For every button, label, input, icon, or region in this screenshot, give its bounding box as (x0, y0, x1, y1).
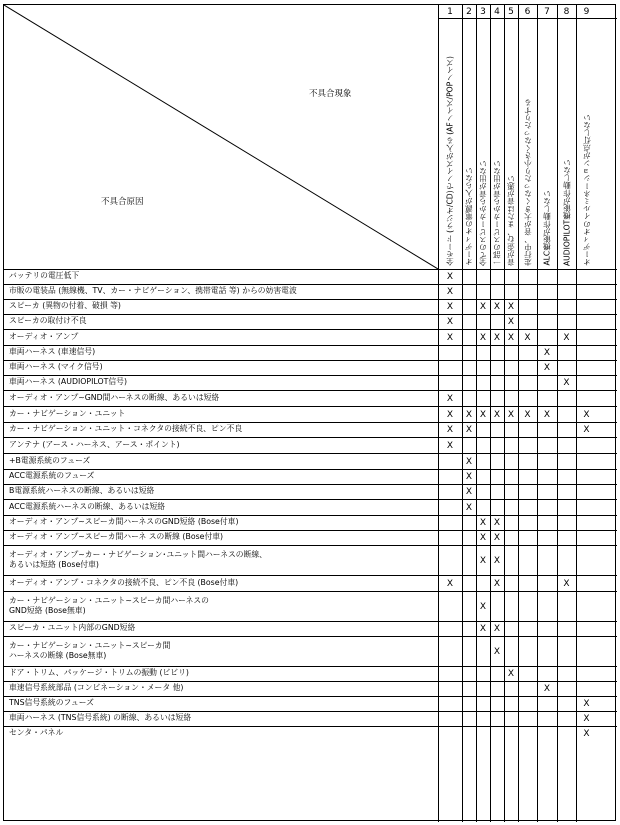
cause-line: +B電源系統のフューズ (9, 455, 91, 465)
cause-line: B電源系統ハーネスの断線、あるいは短絡 (9, 486, 155, 496)
column-header-text (582, 114, 591, 266)
cause-text (9, 393, 219, 404)
cause-line: アンテナ (アース・ハーネス、アース・ポイント) (9, 439, 180, 449)
cause-cell (9, 636, 435, 666)
column-header-line: 一部のスピーカから音が出ない (492, 159, 502, 266)
column-header-text (493, 160, 502, 266)
phenomenon-label: 不具合現象 (309, 89, 352, 99)
mark-x: X (583, 728, 590, 739)
cause-text (9, 641, 170, 662)
column-number: 6 (524, 7, 531, 17)
cause-cell (9, 681, 435, 696)
mark-x: X (465, 487, 473, 497)
column-header-6 (518, 18, 537, 269)
cause-text (9, 486, 154, 497)
cause-text (9, 332, 78, 343)
column-header-text (479, 160, 488, 266)
cause-line: ACC電源系統のフューズ (9, 471, 95, 481)
mark-x: X (479, 518, 487, 528)
cause-line: オーディオ・アンプ (9, 331, 79, 341)
cause-cell (9, 453, 435, 469)
cause-cell (9, 711, 435, 726)
cause-text (9, 301, 121, 312)
mark-x: X (465, 472, 473, 482)
mark-x: X (446, 302, 454, 312)
column-header-text (465, 167, 474, 266)
mark-x: X (507, 332, 515, 343)
cause-line: スピーカ (異物の付着、破損 等) (9, 301, 121, 311)
cause-line: ACC電源系統ハーネスの断線、あるいは短絡 (9, 501, 166, 511)
cause-text (9, 623, 135, 634)
cause-cell (9, 726, 435, 740)
mark-x: X (446, 440, 454, 451)
mark-x: X (479, 302, 487, 312)
mark-x: X (493, 302, 501, 312)
cause-text (9, 271, 79, 282)
cause-cell (9, 469, 435, 484)
column-number: 3 (480, 7, 486, 17)
column-header-line: AUDIOPILOT機能が作動しない (562, 158, 571, 266)
column-number: 2 (466, 7, 472, 17)
cause-line: センタ・パネル (9, 727, 64, 737)
column-header-text (507, 175, 516, 266)
cause-line: オーディオ・アンプ・コネクタの接続不良、ピン不良 (Bose付車) (9, 577, 239, 587)
column-header-3 (476, 18, 490, 269)
cause-line: カー・ナビゲーション・ユニット~スピーカ間 (9, 640, 171, 650)
mark-x: X (446, 317, 454, 327)
cause-text (9, 424, 242, 435)
column-header-line: 走行中、音が大きくなったり小さくなったりする (523, 98, 532, 266)
cause-cell (9, 591, 435, 621)
cause-text (9, 377, 127, 388)
cause-cell (9, 621, 435, 636)
cause-line: 車両ハーネス (車速信号) (9, 347, 96, 357)
mark-x: X (493, 533, 501, 543)
cause-text (9, 698, 94, 709)
mark-x: X (493, 578, 501, 589)
cause-line: ハーネスの断線 (Bose無車) (9, 651, 107, 660)
cause-text (9, 517, 238, 528)
column-header-line: 音が歪む、または音が悪い (506, 174, 516, 266)
column-header-line: でノイズが入る (AFノイズ/POPノイズ) (445, 56, 455, 191)
mark-x: X (493, 624, 501, 634)
column-header-1 (438, 18, 462, 269)
mark-x: X (479, 332, 487, 343)
mark-x: X (465, 425, 473, 435)
cause-text (9, 596, 209, 617)
cause-cell (9, 575, 435, 591)
mark-x: X (583, 425, 590, 435)
column-number: 1 (447, 7, 453, 17)
troubleshooting-matrix (3, 4, 616, 821)
cause-cell (9, 284, 435, 299)
column-header-text (523, 99, 532, 266)
mark-x: X (479, 601, 487, 612)
cause-line: 車両ハーネス (マイク信号) (9, 362, 103, 372)
mark-x: X (543, 348, 551, 358)
cause-cell (9, 345, 435, 360)
mark-x: X (563, 378, 570, 388)
mark-x: X (479, 624, 487, 634)
cause-line: あるいは短絡 (Bose付車) (9, 560, 99, 569)
column-header-9 (576, 18, 597, 269)
column-header-2 (462, 18, 476, 269)
cause-line: オーディオ・アンプ~スピーカ間ハーネ スの断線 (Bose付車) (9, 532, 224, 542)
cause-text (9, 713, 191, 724)
cause-cell (9, 299, 435, 314)
cause-line: ドア・トリム、パッケージ・トリムの振動 (ビビリ) (9, 668, 189, 678)
cause-cell (9, 515, 435, 530)
cause-text (9, 347, 95, 358)
column-header-5 (504, 18, 518, 269)
cause-text (9, 362, 103, 373)
cause-cell (9, 484, 435, 499)
cause-cell (9, 375, 435, 390)
cause-cell (9, 406, 435, 422)
cause-label: 不具合原因 (101, 197, 144, 207)
header-diagonal-line (4, 5, 438, 269)
mark-x: X (493, 646, 501, 657)
cause-line: 車両ハーネス (AUDIOPILOT信号) (9, 377, 127, 387)
mark-x: X (583, 409, 590, 420)
mark-x: X (465, 502, 473, 513)
cause-cell (9, 437, 435, 453)
cause-text (9, 286, 297, 297)
cause-cell (9, 390, 435, 406)
cause-line: 車速信号系統部品 (コンビネーション・メータ 他) (9, 683, 184, 693)
mark-x: X (543, 409, 551, 420)
cause-line: カー・ナビゲーション・ユニット・コネクタの接続不良、ピン不良 (9, 424, 243, 434)
column-header-line: ALC機能が作動しない (542, 190, 552, 266)
cause-text (9, 316, 87, 327)
cause-line: オーディオ・アンプ~カー・ナビゲーション･ユニット間ハーネスの断線、 (9, 549, 267, 559)
column-header-text (446, 56, 455, 266)
cause-text (9, 456, 90, 467)
mark-x: X (524, 409, 531, 420)
cause-cell (9, 329, 435, 345)
mark-x: X (583, 699, 590, 709)
column-number: 7 (544, 7, 550, 17)
mark-x: X (446, 272, 454, 282)
mark-x: X (446, 332, 454, 343)
mark-x: X (446, 578, 454, 589)
mark-x: X (507, 302, 515, 312)
cause-line: カー・ナビゲーション・ユニット (9, 408, 126, 418)
troubleshooting-matrix-wrapper (3, 4, 616, 821)
mark-x: X (446, 409, 454, 420)
mark-x: X (479, 533, 487, 543)
mark-x: X (543, 363, 551, 373)
mark-x: X (479, 409, 487, 420)
mark-x: X (507, 317, 515, 327)
cause-line: TNS信号系統のフューズ (9, 698, 94, 708)
mark-x: X (524, 332, 531, 343)
cause-line: 市販の電装品 (無線機、TV、カー・ナビゲーション、携帯電話 等) からの妨害電波 (9, 286, 297, 296)
cause-text (9, 683, 183, 694)
column-number: 9 (583, 7, 590, 17)
column-header-4 (490, 18, 504, 269)
mark-x: X (563, 332, 570, 343)
cause-text (9, 409, 125, 420)
cause-text (9, 550, 267, 571)
cause-line: スピーカ・ユニット内部のGND短絡 (9, 623, 136, 633)
mark-x: X (563, 578, 570, 589)
mark-x: X (446, 393, 454, 404)
column-header-line: オーディオのイルミネーションが点灯しない (582, 114, 591, 266)
column-divider (557, 5, 558, 822)
cause-cell (9, 422, 435, 437)
mark-x: X (507, 409, 515, 420)
column-header-8 (557, 18, 576, 269)
cause-text (9, 440, 180, 451)
mark-x: X (493, 518, 501, 528)
cause-cell (9, 314, 435, 329)
cause-cell (9, 530, 435, 545)
cause-cell (9, 499, 435, 515)
cause-text (9, 668, 189, 679)
mark-x: X (446, 425, 454, 435)
cause-line: スピーカの取付け不良 (9, 316, 87, 326)
cause-line: GND短絡 (Bose無車) (9, 606, 86, 615)
cause-cell (9, 545, 435, 575)
cause-line: バッテリの電圧低下 (9, 271, 80, 281)
cause-line: カー・ナビゲーション・ユニット~スピーカ間ハーネスの (9, 595, 209, 605)
mark-x: X (465, 456, 473, 467)
cause-cell (9, 360, 435, 375)
mark-x: X (479, 555, 487, 566)
column-number: 4 (494, 7, 500, 17)
cause-text (9, 728, 63, 739)
column-header-line: 全モード (ラジオ/CD) (445, 190, 455, 266)
column-header-text (562, 159, 571, 266)
column-header-text (543, 190, 552, 266)
column-number: 8 (563, 7, 570, 17)
cause-cell (9, 696, 435, 711)
cause-text (9, 471, 94, 482)
cause-line: オーディオ・アンプ~スピーカ間ハーネスのGND短絡 (Bose付車) (9, 517, 239, 527)
cause-cell (9, 666, 435, 681)
cause-text (9, 578, 238, 589)
mark-x: X (493, 409, 501, 420)
column-header-7 (537, 18, 557, 269)
cause-text (9, 502, 165, 513)
cause-cell (9, 269, 435, 284)
mark-x: X (583, 714, 590, 724)
cause-text (9, 532, 223, 543)
number-row-divider (438, 18, 617, 19)
cause-line: 車両ハーネス (TNS信号系統) の断線、あるいは短絡 (9, 713, 192, 723)
column-header-line: 全てのスピーカから音が出ない (478, 159, 488, 266)
mark-x: X (465, 409, 473, 420)
mark-x: X (446, 287, 454, 297)
cause-line: オーディオ・アンプ~GND間ハーネスの断線、あるいは短絡 (9, 392, 220, 402)
mark-x: X (507, 669, 515, 679)
mark-x: X (493, 555, 501, 566)
column-number: 5 (508, 7, 514, 17)
mark-x: X (543, 684, 551, 694)
mark-x: X (493, 332, 501, 343)
header-diagonal (4, 5, 438, 269)
column-header-line: オーディオの電源が入らない (464, 167, 474, 266)
